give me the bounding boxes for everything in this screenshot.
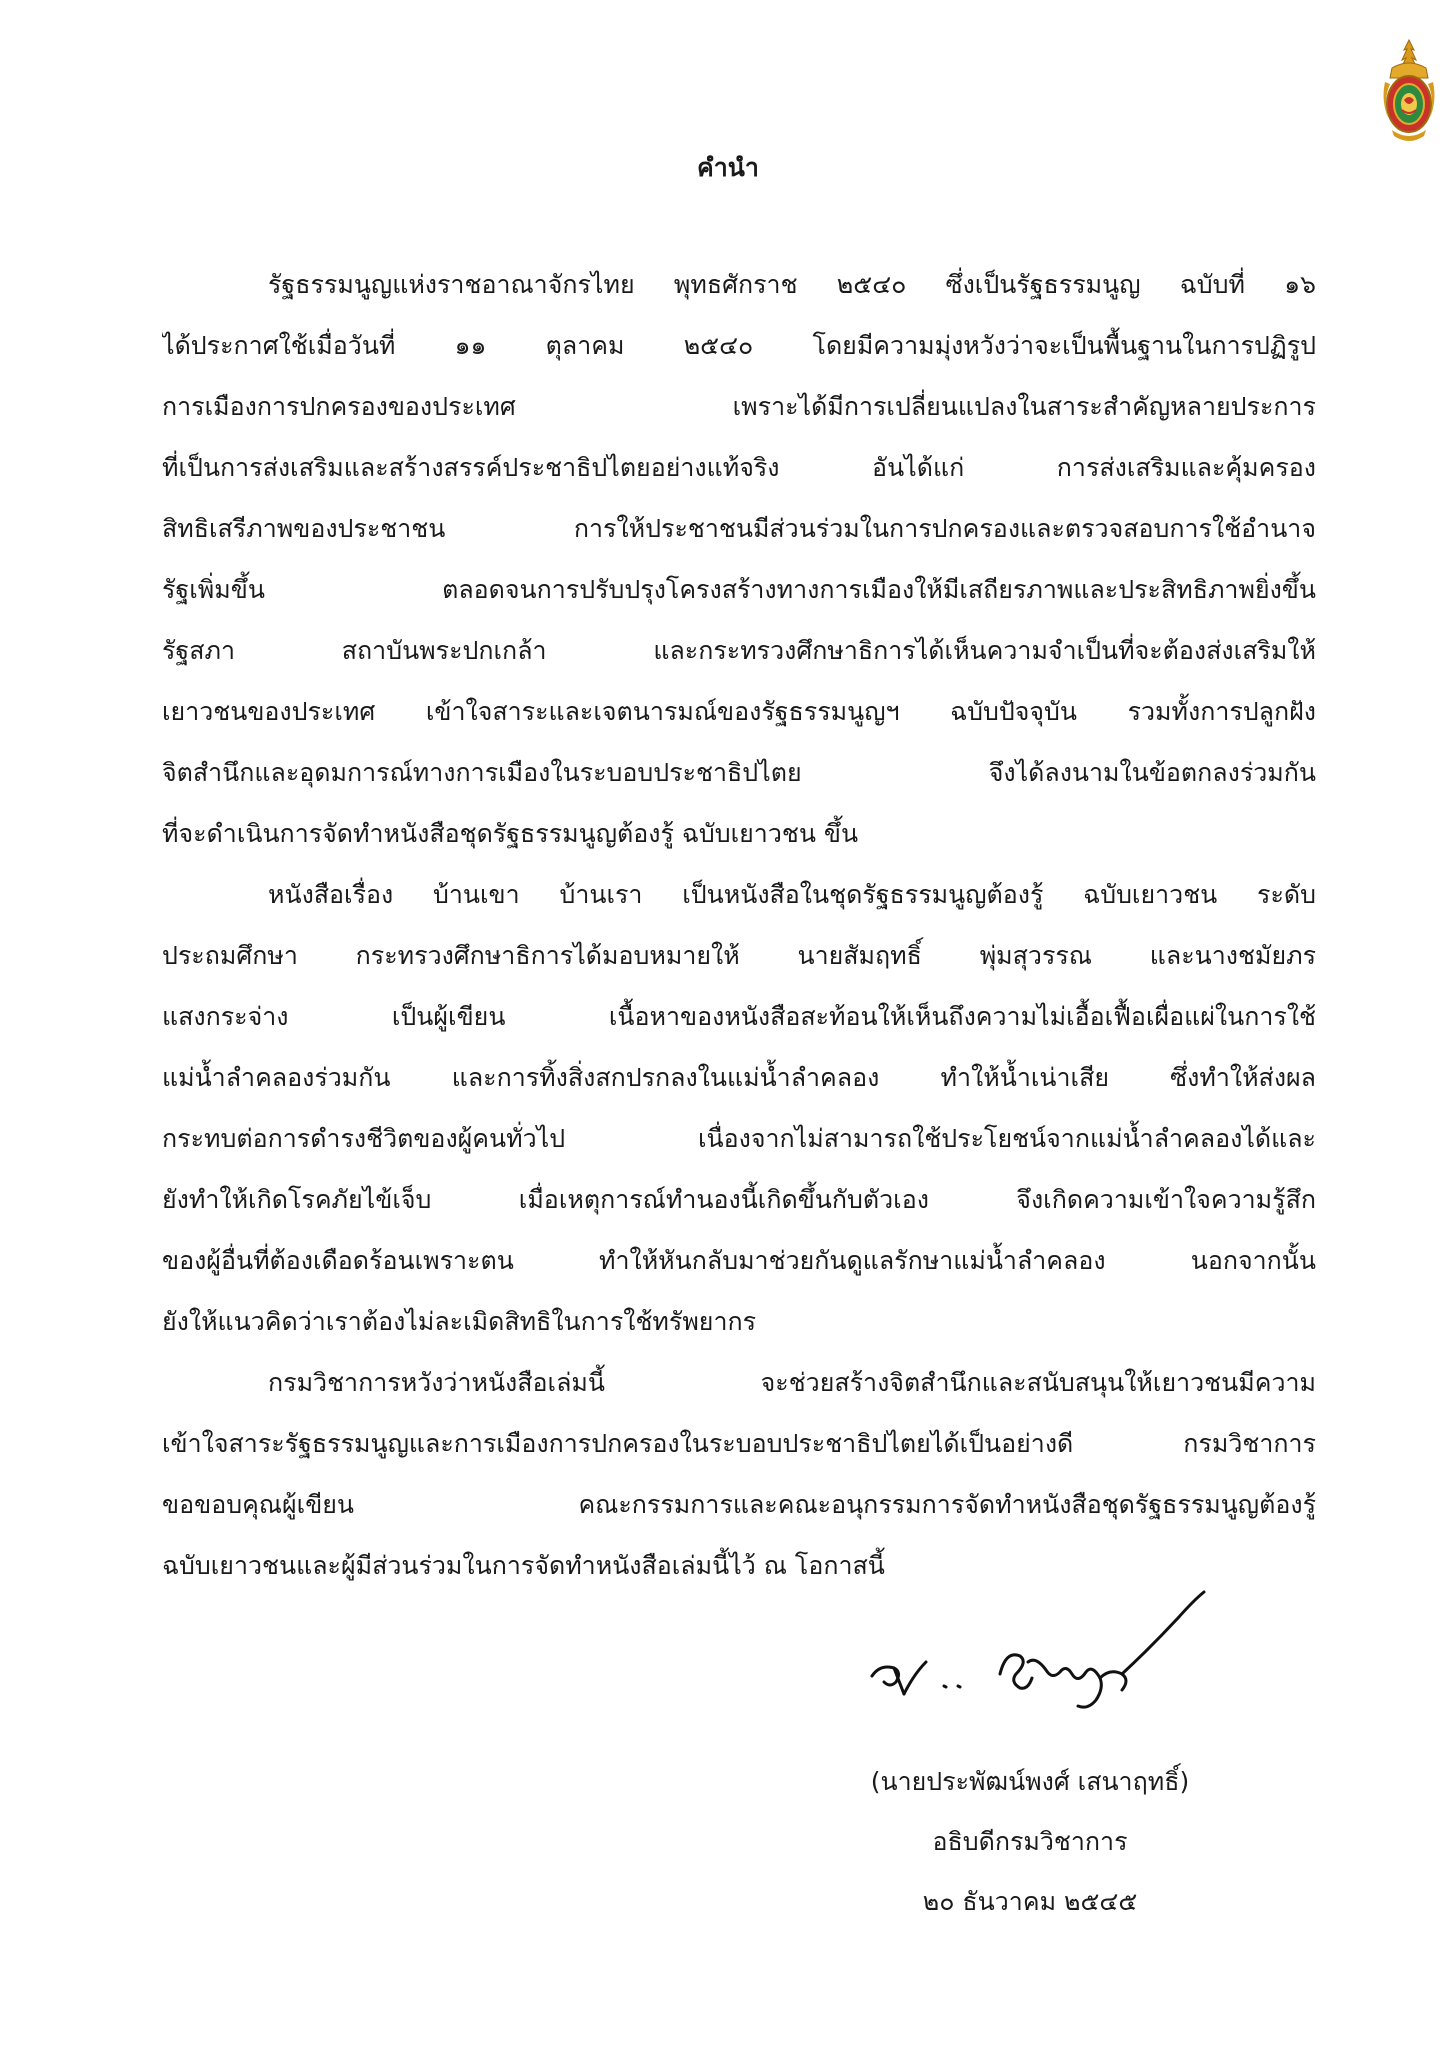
handwritten-signature: [860, 1578, 1240, 1728]
paragraph-3-line-4: ฉบับเยาวชนและผู้มีส่วนร่วมในการจัดทำหนังสือเล่มนี้ไว้ ณ โอกาสนี้: [162, 1551, 885, 1580]
paragraph-1-line-3: การเมืองการปกครองของประเทศ เพราะได้มีการเปลี่ยนแปลงในสาระสำคัญหลายประการ: [162, 392, 1316, 421]
paragraph-3-line-1: กรมวิชาการหวังว่าหนังสือเล่มนี้ จะช่วยสร้างจิตสำนึกและสนับสนุนให้เยาวชนมีความ: [268, 1368, 1316, 1397]
signer-name: (นายประพัฒน์พงศ์ เสนาฤทธิ์): [870, 1767, 1190, 1796]
paragraph-1-line-1: รัฐธรรมนูญแห่งราชอาณาจักรไทย พุทธศักราช ๒๕๔๐ ซึ่งเป็นรัฐธรรมนูญ ฉบับที่ ๑๖: [268, 270, 1316, 299]
paragraph-2-line-4: แม่น้ำลำคลองร่วมกัน และการทิ้งสิ่งสกปรกลงในแม่น้ำลำคลอง ทำให้น้ำเน่าเสีย ซึ่งทำให้ส่งผล: [162, 1063, 1316, 1092]
paragraph-2-line-6: ยังทำให้เกิดโรคภัยไข้เจ็บ เมื่อเหตุการณ์ทำนองนี้เกิดขึ้นกับตัวเอง จึงเกิดความเข้าใจความรู้สึก: [162, 1185, 1316, 1214]
signer-position: อธิบดีกรมวิชาการ: [932, 1827, 1128, 1856]
paragraph-1-line-4: ที่เป็นการส่งเสริมและสร้างสรรค์ประชาธิปไตยอย่างแท้จริง อันได้แก่ การส่งเสริมและคุ้มครอง: [162, 453, 1316, 482]
paragraph-2-line-2: ประถมศึกษา กระทรวงศึกษาธิการได้มอบหมายให้ นายสัมฤทธิ์ พุ่มสุวรรณ และนางชมัยภร: [162, 941, 1316, 970]
paragraph-1-line-6: รัฐเพิ่มขึ้น ตลอดจนการปรับปรุงโครงสร้างทางการเมืองให้มีเสถียรภาพและประสิทธิภาพยิ่งขึ้น: [162, 575, 1316, 604]
paragraph-2-line-3: แสงกระจ่าง เป็นผู้เขียน เนื้อหาของหนังสือสะท้อนให้เห็นถึงความไม่เอื้อเฟื้อเผื่อแผ่ในการใช้: [162, 1002, 1316, 1031]
paragraph-1-line-7: รัฐสภา สถาบันพระปกเกล้า และกระทรวงศึกษาธิการได้เห็นความจำเป็นที่จะต้องส่งเสริมให้: [162, 636, 1316, 665]
paragraph-3-line-2: เข้าใจสาระรัฐธรรมนูญและการเมืองการปกครองในระบอบประชาธิปไตยได้เป็นอย่างดี กรมวิชาการ: [162, 1429, 1316, 1458]
paragraph-1-line-2: ได้ประกาศใช้เมื่อวันที่ ๑๑ ตุลาคม ๒๕๔๐ โดยมีความมุ่งหวังว่าจะเป็นพื้นฐานในการปฏิรูป: [162, 331, 1316, 360]
paragraph-1-line-10: ที่จะดำเนินการจัดทำหนังสือชุดรัฐธรรมนูญต้องรู้ ฉบับเยาวชน ขึ้น: [162, 819, 859, 848]
paragraph-1-line-5: สิทธิเสรีภาพของประชาชน การให้ประชาชนมีส่วนร่วมในการปกครองและตรวจสอบการใช้อำนาจ: [162, 514, 1316, 543]
foreword-body: [162, 254, 1316, 1596]
signature-block: [770, 1752, 1290, 1932]
page-title: คำนำ: [697, 153, 759, 182]
paragraph-2-line-8: ยังให้แนวคิดว่าเราต้องไม่ละเมิดสิทธิในการใช้ทรัพยากร: [162, 1307, 757, 1336]
paragraph-2-line-7: ของผู้อื่นที่ต้องเดือดร้อนเพราะตน ทำให้หันกลับมาช่วยกันดูแลรักษาแม่น้ำลำคลอง นอกจากนั้น: [162, 1246, 1316, 1275]
paragraph-2-line-5: กระทบต่อการดำรงชีวิตของผู้คนทั่วไป เนื่องจากไม่สามารถใช้ประโยชน์จากแม่น้ำลำคลองได้และ: [162, 1124, 1316, 1153]
signature-date: ๒๐ ธันวาคม ๒๕๔๕: [922, 1887, 1138, 1916]
paragraph-1-line-8: เยาวชนของประเทศ เข้าใจสาระและเจตนารมณ์ของรัฐธรรมนูญฯ ฉบับปัจจุบัน รวมทั้งการปลูกฝัง: [162, 697, 1316, 726]
paragraph-3-line-3: ขอขอบคุณผู้เขียน คณะกรรมการและคณะอนุกรรมการจัดทำหนังสือชุดรัฐธรรมนูญต้องรู้: [162, 1490, 1316, 1519]
ministry-emblem-logo: [1380, 38, 1438, 144]
paragraph-1-line-9: จิตสำนึกและอุดมการณ์ทางการเมืองในระบอบประชาธิปไตย จึงได้ลงนามในข้อตกลงร่วมกัน: [162, 758, 1316, 787]
paragraph-2-line-1: หนังสือเรื่อง บ้านเขา บ้านเรา เป็นหนังสือในชุดรัฐธรรมนูญต้องรู้ ฉบับเยาวชน ระดับ: [268, 880, 1316, 909]
